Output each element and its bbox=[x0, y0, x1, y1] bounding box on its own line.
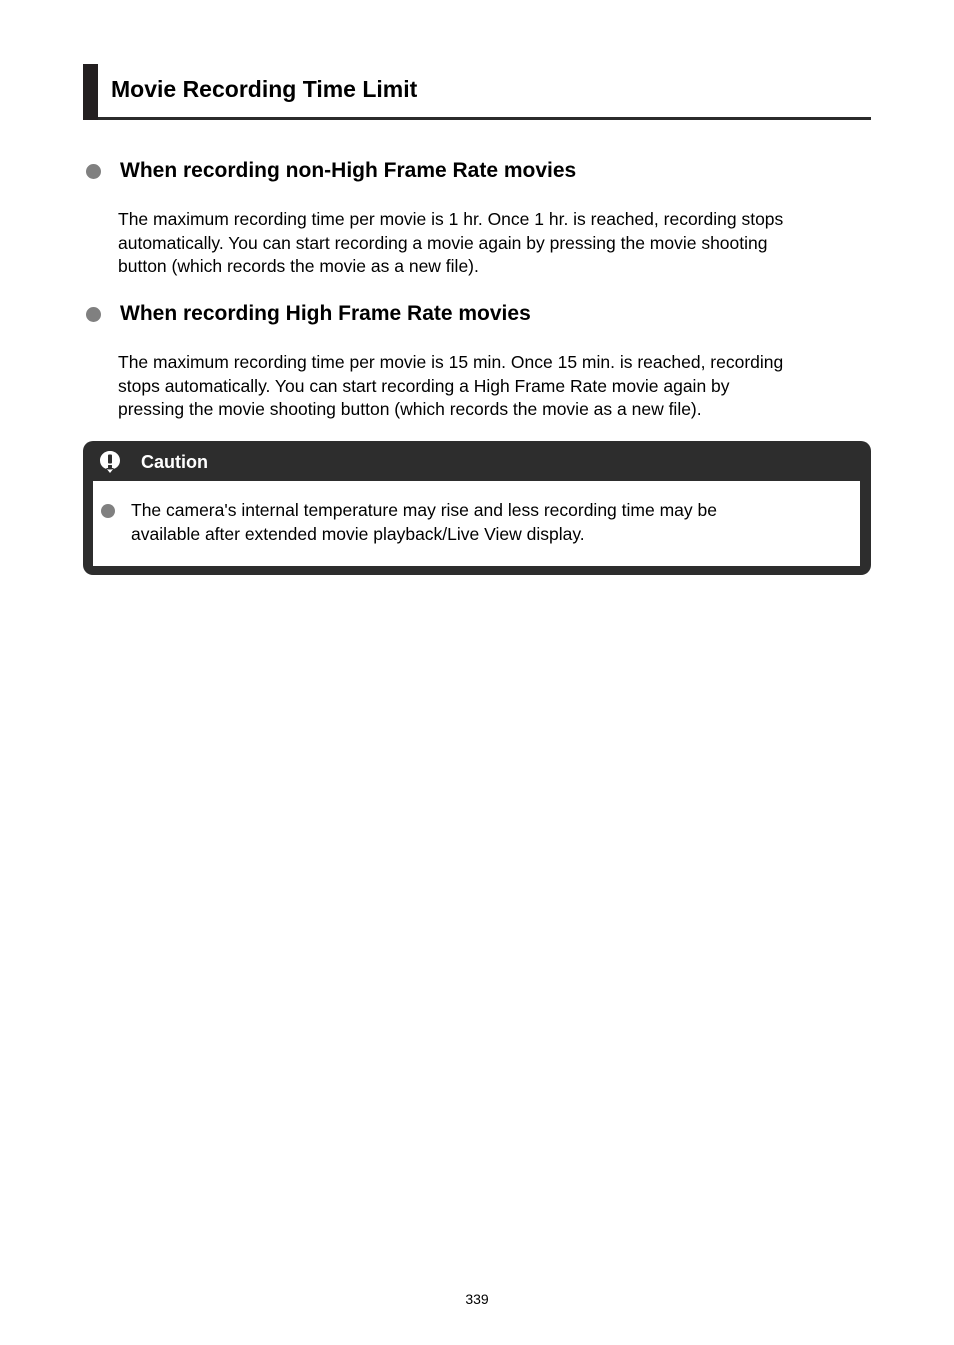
caution-header bbox=[83, 441, 871, 481]
subsection-heading-label: When recording non-High Frame Rate movies bbox=[120, 159, 577, 182]
paragraph-line: pressing the movie shooting button (which records the movie as a new file). bbox=[118, 399, 702, 419]
bullet-icon bbox=[86, 164, 101, 179]
paragraph-line: button (which records the movie as a new file). bbox=[118, 256, 479, 276]
subsection-heading-label: When recording High Frame Rate movies bbox=[120, 302, 531, 325]
paragraph-non-hfr bbox=[118, 208, 863, 279]
paragraph-line: automatically. You can start recording a movie again by pressing the movie shooting bbox=[118, 232, 768, 253]
caution-text bbox=[131, 499, 717, 546]
caution-icon bbox=[99, 450, 121, 474]
section-header bbox=[83, 64, 871, 120]
bullet-icon bbox=[86, 307, 101, 322]
bullet-icon bbox=[101, 504, 115, 518]
caution-body bbox=[93, 481, 860, 566]
section-header-bar bbox=[83, 64, 98, 120]
page-title: Movie Recording Time Limit bbox=[111, 76, 418, 102]
caution-box bbox=[83, 441, 871, 575]
paragraph-hfr bbox=[118, 351, 863, 422]
caution-line: available after extended movie playback/Live View display. bbox=[131, 523, 585, 544]
page-number: 339 bbox=[465, 1291, 489, 1307]
paragraph-line: stops automatically. You can start recording a High Frame Rate movie again by bbox=[118, 375, 730, 396]
caution-line: The camera's internal temperature may rise and less recording time may be bbox=[131, 500, 717, 520]
caution-label: Caution bbox=[141, 452, 208, 472]
paragraph-line: The maximum recording time per movie is 1 hr. Once 1 hr. is reached, recording stops bbox=[118, 209, 784, 229]
paragraph-line: The maximum recording time per movie is 15 min. Once 15 min. is reached, recording bbox=[118, 352, 784, 372]
